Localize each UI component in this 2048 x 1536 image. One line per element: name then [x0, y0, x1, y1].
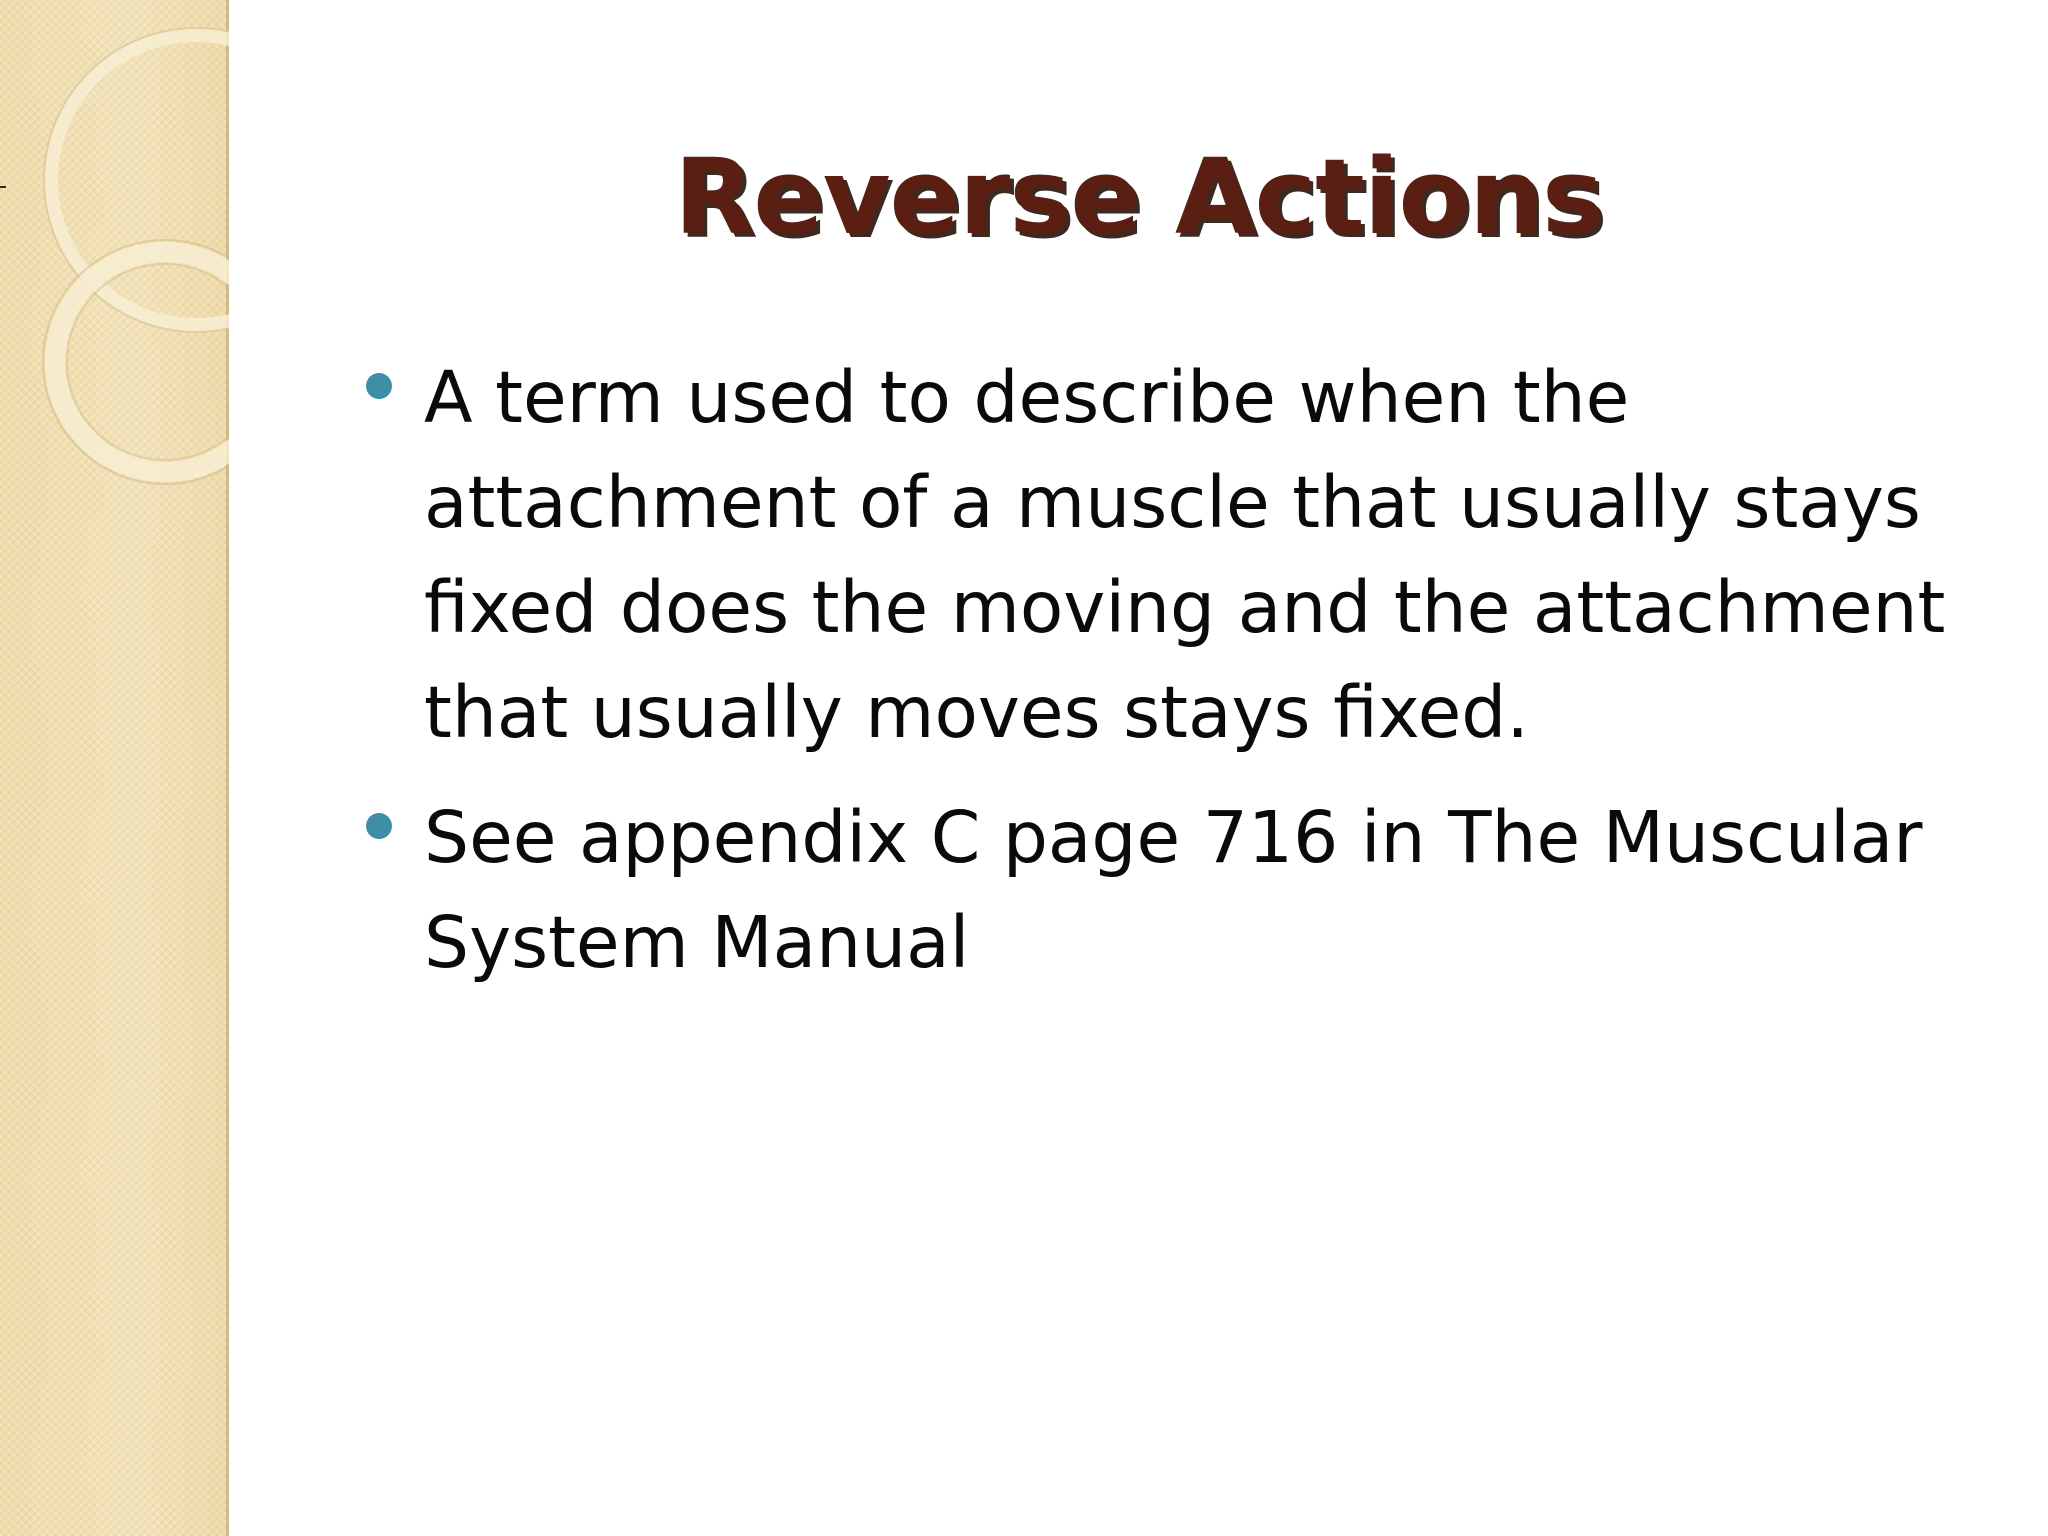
bullet-item-reference	[360, 785, 2020, 995]
slide-title: Reverse Actions	[674, 136, 1603, 258]
bullet-item-definition	[360, 345, 2020, 765]
bullet-dot-icon	[366, 813, 392, 839]
small-ring	[55, 252, 229, 472]
bullet-dot-icon	[366, 373, 392, 399]
bullet-list	[360, 345, 2020, 1015]
bullet-text: A term used to describe when the attachment of a muscle that usually stays fixed does the moving and the attachment that usually moves stays fixed.	[424, 356, 1946, 754]
bullet-text: See appendix C page 716 in The Muscular System Manual	[424, 796, 1923, 984]
decorative-rings	[0, 0, 229, 520]
